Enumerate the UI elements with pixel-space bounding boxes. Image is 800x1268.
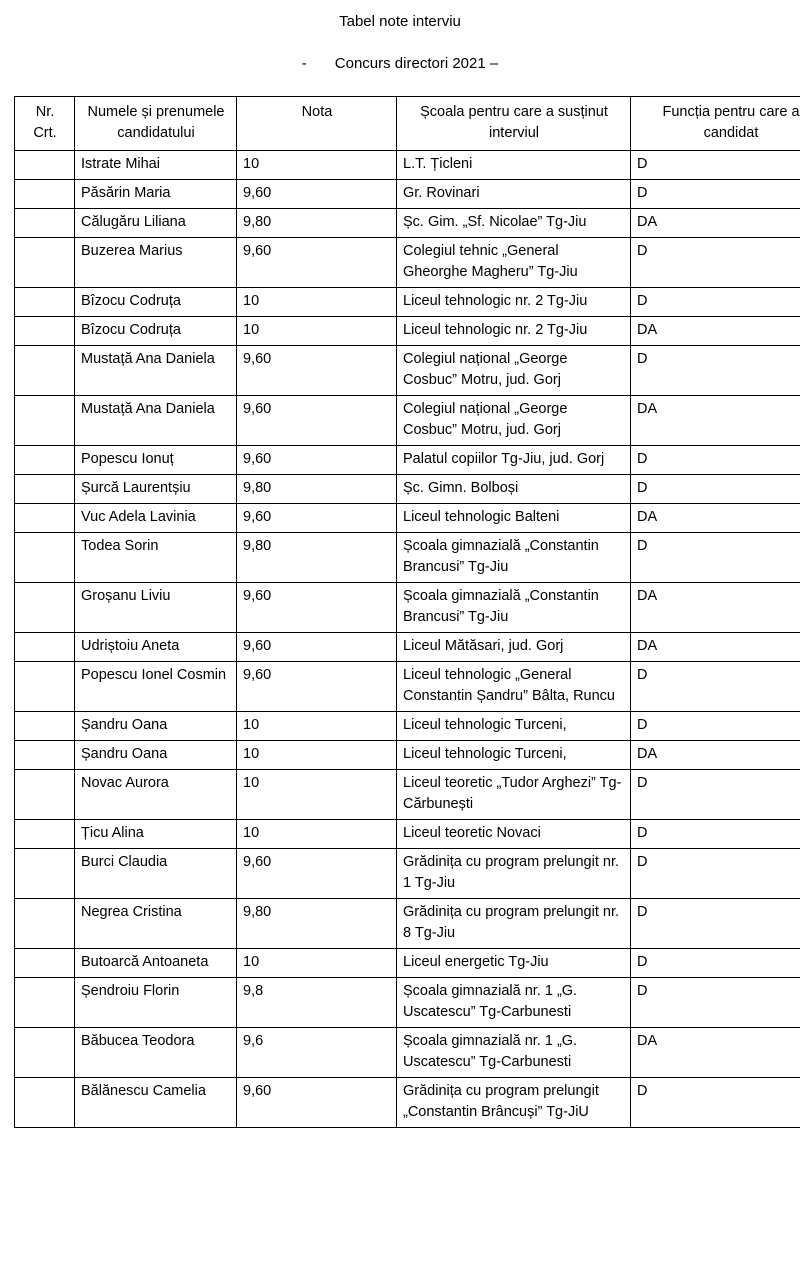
cell-school: Liceul tehnologic „General Constantin Șandru” Bâlta, Runcu — [397, 662, 631, 712]
table-row — [15, 849, 800, 899]
cell-grade: 9,80 — [237, 209, 397, 238]
cell-candidate-name: Călugăru Liliana — [75, 209, 237, 238]
cell-grade: 9,60 — [237, 346, 397, 396]
table-body — [15, 151, 800, 1128]
cell-role: D — [631, 978, 800, 1028]
cell-role: DA — [631, 633, 800, 662]
cell-nr-crt — [15, 820, 75, 849]
cell-role: D — [631, 949, 800, 978]
cell-school: Liceul Mătăsari, jud. Gorj — [397, 633, 631, 662]
cell-role: D — [631, 346, 800, 396]
page-subtitle — [14, 54, 786, 74]
cell-candidate-name: Popescu Ionel Cosmin — [75, 662, 237, 712]
cell-grade: 9,80 — [237, 475, 397, 504]
cell-school: Liceul energetic Tg-Jiu — [397, 949, 631, 978]
cell-candidate-name: Mustață Ana Daniela — [75, 346, 237, 396]
cell-grade: 9,80 — [237, 899, 397, 949]
cell-school: Școala gimnazială „Constantin Brancusi” Tg-Jiu — [397, 533, 631, 583]
cell-grade: 10 — [237, 820, 397, 849]
cell-school: Colegiul tehnic „General Gheorghe Magheru” Tg-Jiu — [397, 238, 631, 288]
interview-notes-table — [14, 96, 800, 1128]
cell-grade: 10 — [237, 317, 397, 346]
subtitle-text: Concurs directori 2021 – — [334, 55, 499, 72]
cell-grade: 9,60 — [237, 396, 397, 446]
cell-grade: 9,60 — [237, 633, 397, 662]
cell-school: Școala gimnazială nr. 1 „G. Uscatescu” Tg-Carbunesti — [397, 978, 631, 1028]
cell-candidate-name: Novac Aurora — [75, 770, 237, 820]
cell-school: Liceul teoretic Novaci — [397, 820, 631, 849]
column-header-nr-crt — [15, 97, 75, 151]
cell-nr-crt — [15, 180, 75, 209]
cell-nr-crt — [15, 899, 75, 949]
cell-nr-crt — [15, 533, 75, 583]
table-row — [15, 180, 800, 209]
cell-nr-crt — [15, 949, 75, 978]
column-header-role: Funcția pentru care a candidat — [631, 97, 800, 151]
cell-school: Școala gimnazială „Constantin Brancusi” Tg-Jiu — [397, 583, 631, 633]
cell-grade: 10 — [237, 949, 397, 978]
cell-school: Gr. Rovinari — [397, 180, 631, 209]
cell-nr-crt — [15, 662, 75, 712]
table-row — [15, 899, 800, 949]
cell-candidate-name: Bîzocu Codruța — [75, 288, 237, 317]
cell-school: Liceul teoretic „Tudor Arghezi” Tg-Cărbunești — [397, 770, 631, 820]
cell-candidate-name: Șandru Oana — [75, 712, 237, 741]
cell-candidate-name: Negrea Cristina — [75, 899, 237, 949]
cell-grade: 10 — [237, 151, 397, 180]
cell-nr-crt — [15, 151, 75, 180]
table-row — [15, 317, 800, 346]
cell-candidate-name: Bîzocu Codruța — [75, 317, 237, 346]
table-row — [15, 346, 800, 396]
cell-role: D — [631, 475, 800, 504]
cell-school: L.T. Țicleni — [397, 151, 631, 180]
column-header-school: Școala pentru care a susținut interviul — [397, 97, 631, 151]
table-row — [15, 662, 800, 712]
cell-role: DA — [631, 583, 800, 633]
table-header — [15, 97, 800, 151]
cell-school: Șc. Gimn. Bolboși — [397, 475, 631, 504]
cell-candidate-name: Bălănescu Camelia — [75, 1078, 237, 1128]
cell-role: D — [631, 180, 800, 209]
table-row — [15, 1028, 800, 1078]
column-header-grade: Nota — [237, 97, 397, 151]
cell-candidate-name: Buzerea Marius — [75, 238, 237, 288]
table-row — [15, 475, 800, 504]
cell-role: D — [631, 712, 800, 741]
cell-grade: 9,60 — [237, 180, 397, 209]
cell-candidate-name: Șandru Oana — [75, 741, 237, 770]
column-header-crt: Crt. — [33, 125, 57, 141]
cell-nr-crt — [15, 849, 75, 899]
cell-grade: 10 — [237, 770, 397, 820]
cell-nr-crt — [15, 446, 75, 475]
cell-grade: 9,8 — [237, 978, 397, 1028]
cell-grade: 9,60 — [237, 583, 397, 633]
cell-school: Liceul tehnologic Balteni — [397, 504, 631, 533]
table-row — [15, 978, 800, 1028]
cell-grade: 9,60 — [237, 446, 397, 475]
cell-candidate-name: Todea Sorin — [75, 533, 237, 583]
cell-grade: 9,6 — [237, 1028, 397, 1078]
table-row — [15, 820, 800, 849]
cell-candidate-name: Băbucea Teodora — [75, 1028, 237, 1078]
cell-role: D — [631, 849, 800, 899]
cell-candidate-name: Popescu Ionuț — [75, 446, 237, 475]
cell-grade: 9,60 — [237, 1078, 397, 1128]
cell-school: Șc. Gim. „Sf. Nicolae” Tg-Jiu — [397, 209, 631, 238]
table-row — [15, 209, 800, 238]
table-row — [15, 583, 800, 633]
cell-grade: 10 — [237, 741, 397, 770]
cell-school: Palatul copiilor Tg-Jiu, jud. Gorj — [397, 446, 631, 475]
cell-school: Liceul tehnologic nr. 2 Tg-Jiu — [397, 288, 631, 317]
cell-candidate-name: Burci Claudia — [75, 849, 237, 899]
table-row — [15, 949, 800, 978]
cell-role: D — [631, 1078, 800, 1128]
cell-nr-crt — [15, 209, 75, 238]
cell-role: D — [631, 770, 800, 820]
cell-nr-crt — [15, 1028, 75, 1078]
cell-grade: 9,60 — [237, 504, 397, 533]
table-row — [15, 288, 800, 317]
cell-role: DA — [631, 317, 800, 346]
page-title: Tabel note interviu — [339, 13, 461, 30]
cell-nr-crt — [15, 504, 75, 533]
cell-role: DA — [631, 396, 800, 446]
cell-school: Liceul tehnologic Turceni, — [397, 712, 631, 741]
cell-role: D — [631, 151, 800, 180]
cell-candidate-name: Șendroiu Florin — [75, 978, 237, 1028]
table-row — [15, 238, 800, 288]
cell-nr-crt — [15, 238, 75, 288]
cell-grade: 9,60 — [237, 238, 397, 288]
table-row — [15, 396, 800, 446]
cell-nr-crt — [15, 288, 75, 317]
cell-candidate-name: Vuc Adela Lavinia — [75, 504, 237, 533]
cell-nr-crt — [15, 633, 75, 662]
table-header-row — [15, 97, 800, 151]
cell-nr-crt — [15, 317, 75, 346]
cell-school: Grădinița cu program prelungit „Constantin Brâncuși” Tg-JiU — [397, 1078, 631, 1128]
subtitle-dash: - — [301, 55, 307, 72]
table-row — [15, 151, 800, 180]
cell-candidate-name: Mustață Ana Daniela — [75, 396, 237, 446]
cell-candidate-name: Udriștoiu Aneta — [75, 633, 237, 662]
cell-school: Școala gimnazială nr. 1 „G. Uscatescu” Tg-Carbunesti — [397, 1028, 631, 1078]
cell-candidate-name: Istrate Mihai — [75, 151, 237, 180]
column-header-name: Numele și prenumele candidatului — [75, 97, 237, 151]
cell-candidate-name: Păsărin Maria — [75, 180, 237, 209]
cell-school: Colegiul național „George Cosbuc” Motru, jud. Gorj — [397, 346, 631, 396]
cell-nr-crt — [15, 1078, 75, 1128]
cell-nr-crt — [15, 346, 75, 396]
table-row — [15, 533, 800, 583]
cell-grade: 9,60 — [237, 662, 397, 712]
cell-nr-crt — [15, 741, 75, 770]
table-row — [15, 741, 800, 770]
cell-nr-crt — [15, 396, 75, 446]
cell-school: Liceul tehnologic Turceni, — [397, 741, 631, 770]
cell-nr-crt — [15, 978, 75, 1028]
cell-school: Liceul tehnologic nr. 2 Tg-Jiu — [397, 317, 631, 346]
cell-school: Grădinița cu program prelungit nr. 8 Tg-Jiu — [397, 899, 631, 949]
cell-school: Colegiul național „George Cosbuc” Motru, jud. Gorj — [397, 396, 631, 446]
cell-role: D — [631, 662, 800, 712]
cell-role: D — [631, 899, 800, 949]
cell-role: DA — [631, 504, 800, 533]
cell-role: D — [631, 288, 800, 317]
table-row — [15, 446, 800, 475]
cell-candidate-name: Butoarcă Antoaneta — [75, 949, 237, 978]
cell-grade: 9,80 — [237, 533, 397, 583]
cell-nr-crt — [15, 712, 75, 741]
table-row — [15, 504, 800, 533]
cell-role: DA — [631, 1028, 800, 1078]
cell-candidate-name: Șurcă Laurentșiu — [75, 475, 237, 504]
table-row — [15, 633, 800, 662]
cell-grade: 9,60 — [237, 849, 397, 899]
cell-grade: 10 — [237, 712, 397, 741]
cell-nr-crt — [15, 770, 75, 820]
cell-grade: 10 — [237, 288, 397, 317]
cell-role: D — [631, 446, 800, 475]
cell-nr-crt — [15, 475, 75, 504]
cell-role: D — [631, 238, 800, 288]
cell-school: Grădinița cu program prelungit nr. 1 Tg-Jiu — [397, 849, 631, 899]
cell-role: DA — [631, 209, 800, 238]
cell-candidate-name: Groșanu Liviu — [75, 583, 237, 633]
cell-nr-crt — [15, 583, 75, 633]
table-row — [15, 712, 800, 741]
table-row — [15, 770, 800, 820]
cell-candidate-name: Țicu Alina — [75, 820, 237, 849]
cell-role: D — [631, 533, 800, 583]
cell-role: D — [631, 820, 800, 849]
table-row — [15, 1078, 800, 1128]
column-header-nr: Nr. — [35, 104, 55, 120]
cell-role: DA — [631, 741, 800, 770]
